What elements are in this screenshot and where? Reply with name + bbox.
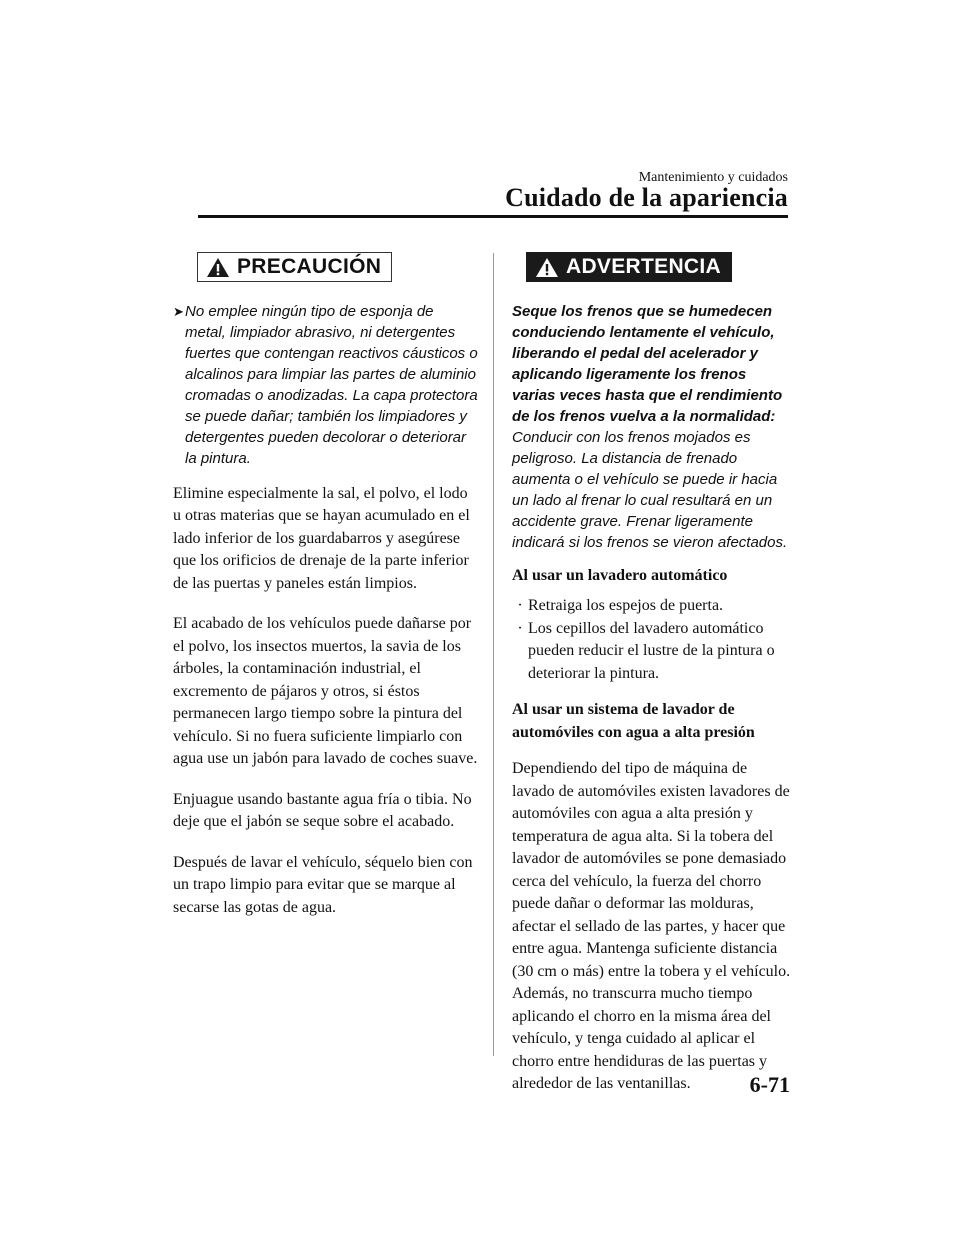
list-item: · Los cepillos del lavadero automático pueden reducir el lustre de la pintura o deteriorar la pintura. — [512, 618, 792, 686]
warning-box — [526, 252, 732, 282]
page-number: 6-71 — [749, 1072, 790, 1097]
page-title: Cuidado de la apariencia — [505, 183, 788, 212]
caution-box — [197, 252, 392, 282]
paragraph-4: Después de lavar el vehículo, séquelo bien con un trapo limpio para evitar que se marque al secarse las gotas de agua. — [173, 853, 473, 916]
header-section: Mantenimiento y cuidados — [638, 170, 788, 185]
caution-label: PRECAUCIÓN — [237, 255, 382, 278]
list-item: · Retraiga los espejos de puerta. — [512, 595, 792, 618]
paragraph-2: El acabado de los vehículos puede dañarse por el polvo, los insectos muertos, la savia de los árboles, la contaminación industrial, el excremento de pájaros y otros, si éstos permanecen largo tiempo sobre la pintura del vehículo. Si no fuera suficiente limpiarlo con agua use un jabón para lavado de coches suave. — [173, 615, 478, 767]
wash-bullets — [512, 595, 792, 685]
caution-item — [173, 301, 478, 469]
bullet-dot-icon: · — [517, 619, 523, 637]
column-divider — [493, 253, 494, 1056]
warning-triangle-icon — [535, 257, 559, 278]
bullet-dot-icon: · — [517, 597, 523, 614]
caution-text: No emplee ningún tipo de esponja de metal, limpiador abrasivo, ni detergentes fuertes que contengan reactivos cáusticos o alcalinos para limpiar las partes de aluminio cromadas o anodizadas. La capa protectora se puede dañar; también los limpiadores y detergentes pueden decolorar o deteriorar la pintura. — [185, 302, 478, 467]
left-column — [173, 252, 478, 919]
header-rule — [198, 215, 788, 218]
warning-bold-text: Seque los frenos que se humedecen conduciendo lentamente el vehículo, liberando el pedal del acelerador y aplicando ligeramente los frenos varias veces hasta que el rendimiento de los frenos vuelva a la normalidad: — [512, 302, 783, 425]
warning-text: Conducir con los frenos mojados es peligroso. La distancia de frenado aumenta o el vehículo se puede ir hacia un lado al frenar lo cual resultará en un accidente grave. Frenar ligeramente indicará si los frenos se vieron afectados. — [512, 428, 788, 551]
heading-automatic-wash: Al usar un lavadero automático — [512, 566, 728, 584]
arrow-bullet-icon: ➤ — [173, 303, 184, 319]
warning-content — [512, 301, 792, 553]
heading-high-pressure: Al usar un sistema de lavador de automóviles con agua a alta presión — [512, 701, 755, 741]
right-column — [512, 252, 792, 1096]
warning-label: ADVERTENCIA — [566, 255, 721, 278]
paragraph-3: Enjuague usando bastante agua fría o tibia. No deje que el jabón se seque sobre el acabado. — [173, 790, 472, 830]
paragraph-1: Elimine especialmente la sal, el polvo, el lodo u otras materias que se hayan acumulado en el lado inferior de los guardabarros y asegúrese que los orificios de drenaje de la parte inferior de las puertas y paneles están limpios. — [173, 484, 470, 592]
paragraph-high-pressure: Dependiendo del tipo de máquina de lavado de automóviles existen lavadores de automóviles con agua a alta presión y temperatura de agua alta. Si la tobera del lavador de automóviles se pone demasiado cerca del vehículo, la fuerza del chorro puede dañar o deformar las molduras, afectar el sellado de las partes, y hacer que entre agua. Mantenga suficiente distancia (30 cm o más) entre la tobera y el vehículo. Además, no transcurra mucho tiempo aplicando el chorro en la misma área del vehículo, y tenga cuidado al aplicar el chorro entre hendiduras de las puertas y alrededor de las ventanillas. — [512, 760, 791, 1092]
warning-triangle-icon — [206, 257, 230, 278]
